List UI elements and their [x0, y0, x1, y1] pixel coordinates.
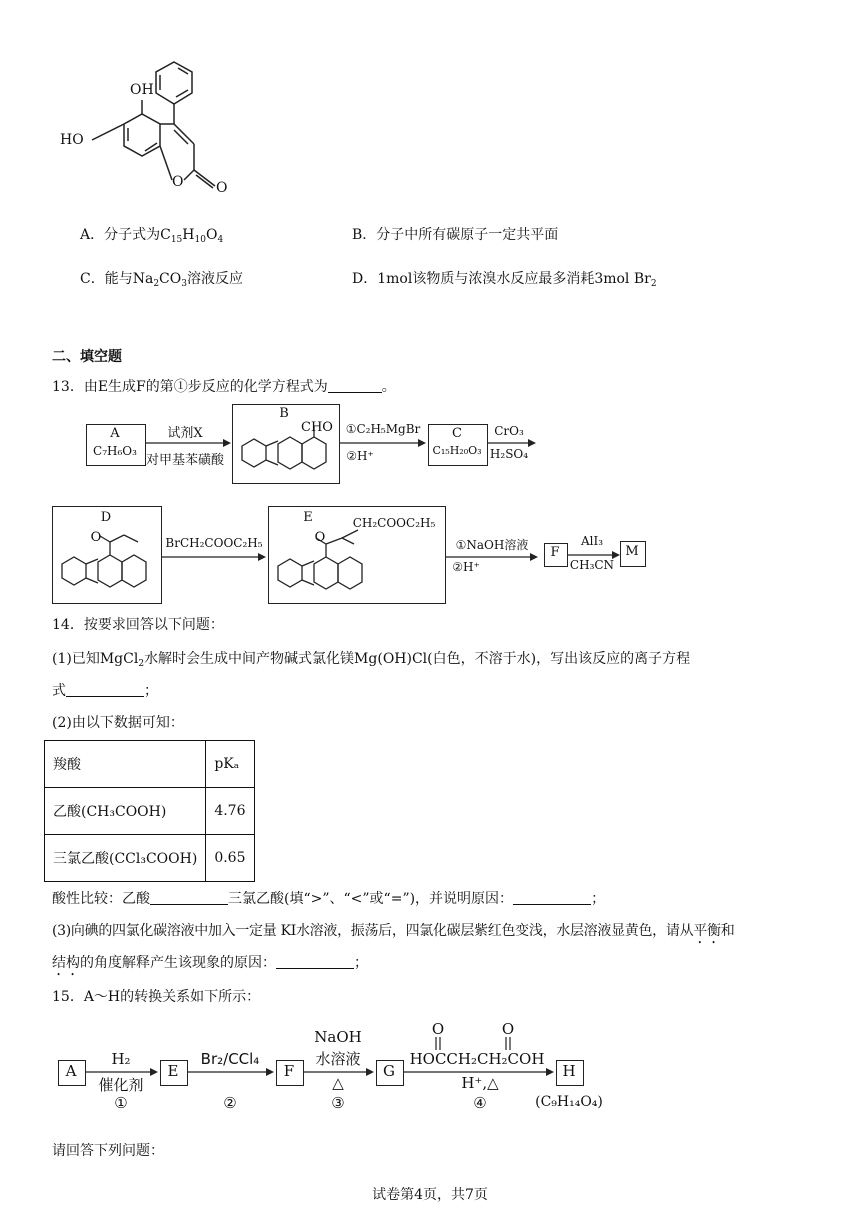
- catalyst-ts: 对甲基苯磺酸: [145, 453, 224, 468]
- q15-box-f-label: F: [283, 1062, 295, 1080]
- q15-box-a-label: A: [65, 1062, 77, 1080]
- answer-blank[interactable]: [150, 892, 228, 905]
- box-e-label: E: [303, 510, 313, 525]
- reagent-aqueous: 水溶液: [315, 1050, 361, 1068]
- succinic-acid: HOCCH₂CH₂COH: [409, 1050, 545, 1068]
- table-header-acid: 羧酸: [45, 741, 206, 788]
- reagent-x: 试剂X: [167, 426, 203, 441]
- arrow-2: [188, 1067, 276, 1077]
- step-1: ①: [114, 1094, 128, 1112]
- q14-part1-line1: (1)已知MgCl$_2$水解时会生成中间产物碱式氯化镁Mg(OH)Cl(白色，不溶于水)，写出该反应的离子方程: [52, 651, 691, 669]
- box-b-label: B: [279, 406, 289, 421]
- box-f-label: F: [550, 545, 560, 560]
- reagent-naoh: NaOH: [314, 1028, 362, 1046]
- box-a-label: A: [110, 426, 120, 441]
- box-c-label: C: [452, 426, 462, 441]
- pka-table: [44, 740, 255, 882]
- box-d-oxygen: O: [90, 530, 102, 545]
- q14-part1-line2: 式 ；: [52, 683, 158, 699]
- ring-oxygen-label: O: [172, 174, 184, 190]
- option-b: B．分子中所有碳原子一定共平面: [352, 227, 559, 243]
- step-3: ③: [331, 1094, 345, 1112]
- cho-label: CHO: [301, 420, 333, 435]
- box-e-sidechain: CH₂COOC₂H₅: [352, 516, 436, 530]
- ch3cn-solvent: CH₃CN: [569, 558, 615, 572]
- step-4: ④: [473, 1094, 487, 1112]
- page-footer: 试卷第4页，共7页: [372, 1187, 488, 1203]
- option-c: C．能与$Na_2CO_3$溶液反应: [80, 271, 243, 289]
- table-header-pka: pKₐ: [206, 741, 254, 788]
- option-a: A．分子式为$C_{15}H_{10}O_4$: [80, 227, 224, 245]
- table-row: [45, 835, 255, 882]
- q15-box-h-label: H: [562, 1062, 576, 1080]
- coumarin-structure: [0, 0, 260, 205]
- acid-step: ②H⁺: [346, 449, 374, 463]
- q14-compare: 酸性比较：乙酸 三氯乙酸(填“>”、“<”或“=”)，并说明原因： ；: [52, 891, 606, 907]
- h2so4-label: H₂SO₄: [489, 447, 529, 461]
- bromoester-reagent: BrCH₂COOC₂H₅: [165, 536, 263, 550]
- catalyst-label: 催化剂: [98, 1076, 144, 1094]
- q14-part2: (2)由以下数据可知：: [52, 715, 184, 731]
- carbonyl-o-1: O: [431, 1020, 445, 1038]
- grignard-reagent: ①C₂H₅MgBr: [345, 422, 421, 436]
- box-c-formula: C₁₅H₂₀O₃: [432, 444, 482, 457]
- after-q15: 请回答下列问题：: [52, 1143, 164, 1159]
- reagent-br2: Br₂/CCl₄: [200, 1050, 260, 1068]
- heat-label: △: [332, 1074, 344, 1092]
- cro3-label: CrO₃: [494, 424, 524, 438]
- h-formula: (C₉H₁₄O₄): [535, 1094, 603, 1110]
- structure-e: [270, 530, 440, 600]
- acid-heat-label: H⁺,△: [461, 1074, 499, 1092]
- q14-stem: 14．按要求回答以下问题：: [52, 617, 224, 633]
- answer-blank[interactable]: [66, 684, 144, 697]
- carbonyl-o-2: O: [501, 1020, 515, 1038]
- reagent-h2: H₂: [111, 1050, 131, 1068]
- arrow-b-c: [340, 438, 430, 448]
- answer-blank[interactable]: [276, 956, 354, 969]
- table-cell: 乙酸(CH₃COOH): [45, 788, 206, 835]
- table-row: [45, 741, 255, 788]
- oh-left-label: HO: [60, 132, 84, 148]
- carbonyl-oxygen-label: O: [216, 180, 228, 196]
- box-a-formula: C₇H₆O₃: [93, 444, 137, 458]
- q14-part3-line1: (3)向碘的四氯化碳溶液中加入一定量 KI水溶液，振荡后，四氯化碳层紫红色变浅，水层溶液显黄色，请从平衡和: [52, 923, 735, 939]
- ali3-reagent: AlI₃: [580, 534, 604, 548]
- q15-stem: 15．A～H的转换关系如下所示：: [52, 989, 261, 1005]
- q15-box-g-label: G: [383, 1062, 395, 1080]
- section-title: 二、填空题: [52, 349, 122, 365]
- oh-top-label: OH: [130, 82, 154, 98]
- box-e-oxygen: O: [314, 530, 326, 545]
- table-cell: 三氯乙酸(CCl₃COOH): [45, 835, 206, 882]
- table-row: [45, 788, 255, 835]
- answer-blank[interactable]: [513, 892, 591, 905]
- box-d-label: D: [100, 510, 112, 525]
- step-2: ②: [223, 1094, 237, 1112]
- q14-part3-line2: 结构的角度解释产生该现象的原因： ；: [52, 955, 368, 971]
- q15-box-e-label: E: [167, 1062, 179, 1080]
- table-cell: 4.76: [206, 788, 254, 835]
- option-d: D．1mol该物质与浓溴水反应最多消耗3mol $Br_2$: [352, 271, 657, 289]
- q13-stem: 13．由E生成F的第①步反应的化学方程式为 。: [52, 379, 396, 395]
- arrow-d-e: [162, 552, 270, 562]
- table-cell: 0.65: [206, 835, 254, 882]
- structure-d: [54, 526, 158, 600]
- naoh-step: ①NaOH溶液: [455, 538, 529, 552]
- answer-blank[interactable]: [328, 380, 382, 393]
- box-m-label: M: [625, 544, 639, 559]
- acid-step-2: ②H⁺: [452, 560, 480, 574]
